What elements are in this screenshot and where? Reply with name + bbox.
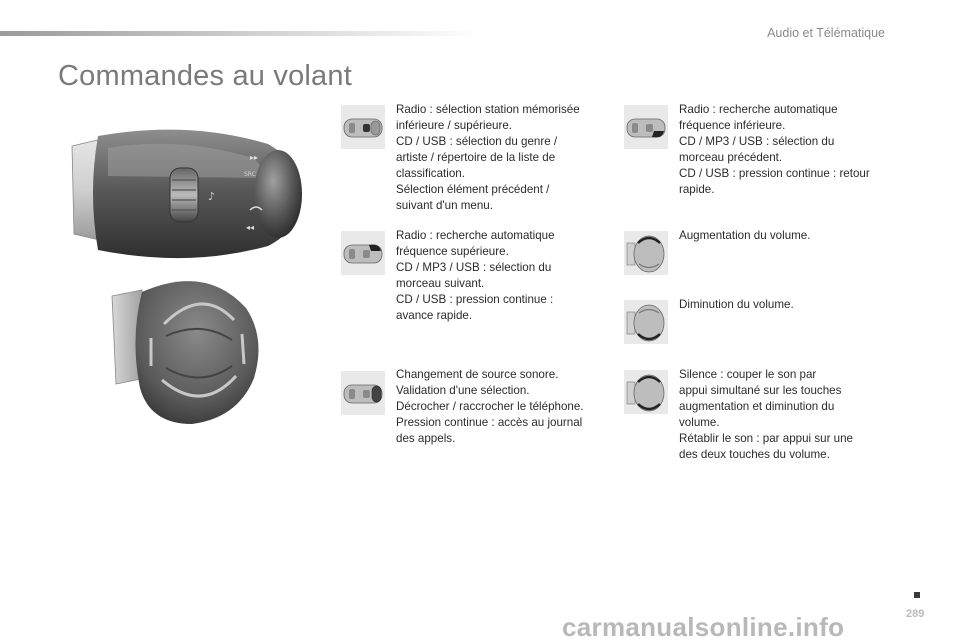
page-marker — [914, 592, 920, 598]
upper-control-top-button-icon — [341, 231, 385, 275]
control-description: Radio : recherche automatique fréquence supérieure. CD / MP3 / USB : sélection du morceau suivant. CD / USB : pression continue : avance rapide. — [396, 229, 555, 322]
page-title: Commandes au volant — [58, 60, 352, 92]
section-title: Audio et Télématique — [767, 26, 885, 40]
lower-steering-control-illustration — [106, 268, 266, 428]
svg-text:♪: ♪ — [208, 190, 216, 203]
mute-buttons-icon — [624, 370, 668, 414]
page-number: 289 — [906, 608, 925, 620]
svg-text:◂◂: ◂◂ — [246, 223, 255, 232]
upper-control-end-button-icon — [341, 371, 385, 415]
upper-steering-control-illustration — [68, 118, 308, 268]
volume-down-button-icon — [624, 300, 668, 344]
watermark: carmanualsonline.info — [562, 612, 845, 642]
svg-text:SRC: SRC — [244, 171, 256, 178]
svg-text:▸▸: ▸▸ — [250, 153, 259, 162]
control-description: Silence : couper le son par appui simultané sur les touches augmentation et diminution du volume. Rétablir le son : par appui sur une des deux touches du volume. — [679, 368, 854, 461]
upper-control-bottom-button-icon — [624, 105, 668, 149]
control-description: Augmentation du volume. — [679, 229, 811, 242]
control-description: Radio : recherche automatique fréquence inférieure. CD / MP3 / USB : sélection du morceau précédent. CD / USB : pression continue : retour rapide. — [679, 103, 870, 196]
control-description: Changement de source sonore. Validation d'une sélection. Décrocher / raccrocher le téléphone. Pression continue : accès au journal des appels. — [396, 368, 584, 445]
upper-control-small-button-icon — [341, 105, 385, 149]
volume-up-button-icon — [624, 231, 668, 275]
control-description: Radio : sélection station mémorisée inférieure / supérieure. CD / USB : sélection du genre / artiste / répertoire de la liste de classification. Sélection élément précédent / suivant d'un menu. — [396, 103, 580, 212]
control-description: Diminution du volume. — [679, 298, 794, 311]
header-bar — [0, 31, 480, 36]
